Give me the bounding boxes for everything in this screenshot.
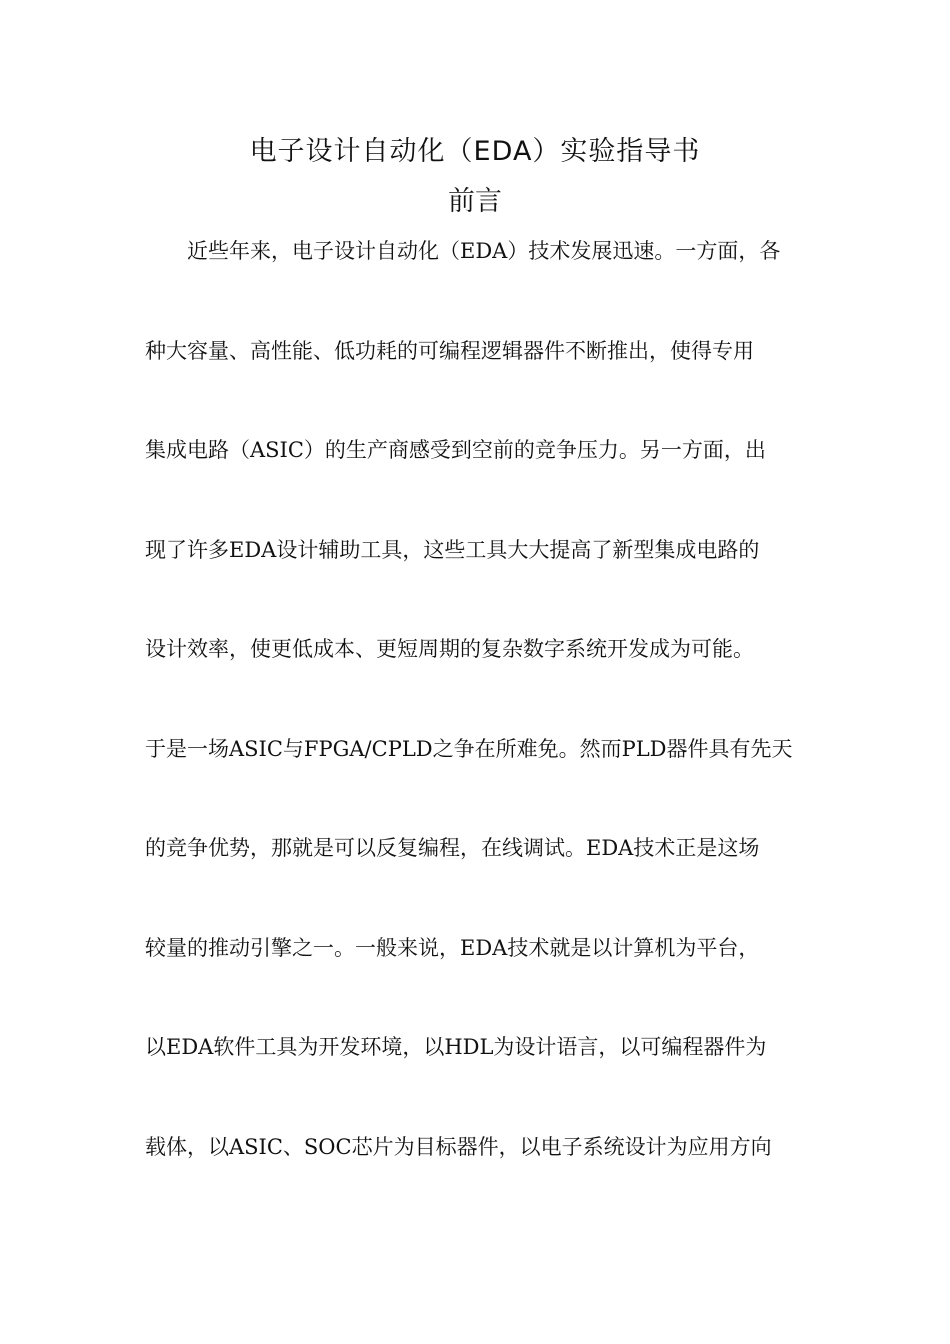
paragraph-line: 近些年来，电子设计自动化（EDA）技术发展迅速。一方面，各	[187, 239, 781, 263]
paragraph-line: 载体，以ASIC、SOC芯片为目标器件，以电子系统设计为应用方向	[145, 1135, 772, 1159]
section-title: 前言	[448, 186, 502, 217]
paragraph-line: 设计效率，使更低成本、更短周期的复杂数字系统开发成为可能。	[145, 637, 754, 661]
paragraph-line: 种大容量、高性能、低功耗的可编程逻辑器件不断推出，使得专用	[145, 339, 754, 363]
paragraph-line: 集成电路（ASIC）的生产商感受到空前的竞争压力。另一方面，出	[145, 438, 766, 462]
paragraph-line: 现了许多EDA设计辅助工具，这些工具大大提高了新型集成电路的	[145, 538, 760, 562]
paragraph-line: 较量的推动引擎之一。一般来说，EDA技术就是以计算机为平台，	[145, 936, 760, 960]
paragraph-line: 的竞争优势，那就是可以反复编程，在线调试。EDA技术正是这场	[145, 836, 760, 860]
paragraph-line: 于是一场ASIC与FPGA/CPLD之争在所难免。然而PLD器件具有先天	[145, 737, 793, 761]
paragraph-line: 以EDA软件工具为开发环境，以HDL为设计语言，以可编程器件为	[145, 1035, 767, 1059]
document-title: 电子设计自动化（EDA）实验指导书	[249, 136, 701, 167]
